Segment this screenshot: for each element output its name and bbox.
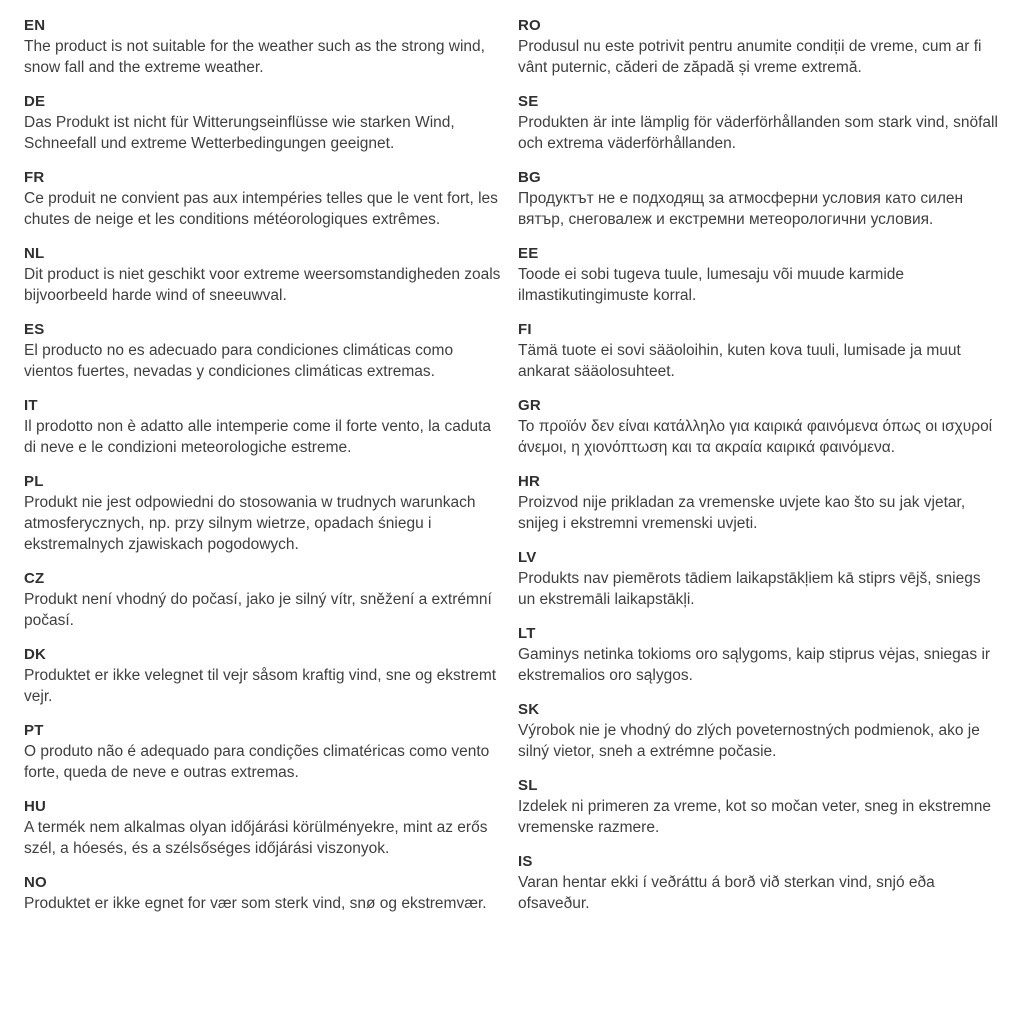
language-text: Il prodotto non è adatto alle intemperie come il forte vento, la caduta di neve e le condizioni meteorologiche estreme. (24, 418, 492, 456)
language-text: Varan hentar ekki í veðráttu á borð við sterkan vind, snjó eða ofsaveður. (518, 874, 935, 912)
language-entry-is (518, 851, 998, 914)
language-text: Dit product is niet geschikt voor extreme weersomstandigheden zoals bijvoorbeeld harde wind of sneeuwval. (24, 266, 501, 304)
language-text: Το προϊόν δεν είναι κατάλληλο για καιρικά φαινόμενα όπως οι ισχυροί άνεμοι, η χιονόπτωση και τα ακραία καιρικά φαινόμενα. (518, 418, 993, 456)
language-entry-se (518, 91, 998, 154)
language-text: Продуктът не е подходящ за атмосферни условия като силен вятър, снеговалеж и екстремни метеорологични условия. (518, 190, 964, 228)
language-code: IT (24, 397, 38, 414)
language-text: Výrobok nie je vhodný do zlých poveternostných podmienok, ako je silný vietor, sneh a extrémne počasie. (518, 722, 980, 760)
language-code: NL (24, 245, 45, 262)
language-code: FI (518, 321, 532, 338)
language-code: PL (24, 473, 44, 490)
language-text: Gaminys netinka tokioms oro sąlygoms, kaip stiprus vėjas, sniegas ir ekstremalios oro sąlygos. (518, 646, 991, 684)
language-code: LV (518, 549, 537, 566)
language-text: A termék nem alkalmas olyan időjárási körülményekre, mint az erős szél, a hóesés, és a szélsőséges időjárási viszonyok. (24, 819, 488, 857)
language-code: DE (24, 93, 46, 110)
language-code: HU (24, 798, 47, 815)
language-code: BG (518, 169, 541, 186)
language-entry-ee (518, 243, 998, 306)
language-text: Toode ei sobi tugeva tuule, lumesaju või muude karmide ilmastikutingimuste korral. (518, 266, 905, 304)
language-entry-fr (24, 167, 504, 230)
language-text: Proizvod nije prikladan za vremenske uvjete kao što su jak vjetar, snijeg i ekstremni vremenski uvjeti. (518, 494, 966, 532)
left-column (24, 15, 504, 927)
language-text: Produkts nav piemērots tādiem laikapstākļiem kā stiprs vējš, sniegs un ekstremāli laikapstākļi. (518, 570, 981, 608)
language-code: LT (518, 625, 536, 642)
right-column (518, 15, 998, 927)
language-code: CZ (24, 570, 45, 587)
language-entry-gr (518, 395, 998, 458)
language-entry-nl (24, 243, 504, 306)
language-entry-dk (24, 644, 504, 707)
language-entry-es (24, 319, 504, 382)
language-text: Tämä tuote ei sovi sääoloihin, kuten kova tuuli, lumisade ja muut ankarat sääolosuhteet. (518, 342, 961, 380)
language-code: GR (518, 397, 541, 414)
language-code: FR (24, 169, 45, 186)
language-entry-lv (518, 547, 998, 610)
language-code: DK (24, 646, 47, 663)
language-entry-pt (24, 720, 504, 783)
language-code: NO (24, 874, 47, 891)
language-code: PT (24, 722, 44, 739)
language-entry-hr (518, 471, 998, 534)
language-entry-hu (24, 796, 504, 859)
language-code: RO (518, 17, 541, 34)
language-entry-pl (24, 471, 504, 555)
language-code: SL (518, 777, 538, 794)
language-entry-bg (518, 167, 998, 230)
language-entry-de (24, 91, 504, 154)
language-code: ES (24, 321, 45, 338)
language-code: EE (518, 245, 539, 262)
language-code: SE (518, 93, 539, 110)
language-text: Izdelek ni primeren za vreme, kot so močan veter, sneg in ekstremne vremenske razmere. (518, 798, 991, 836)
language-entry-sl (518, 775, 998, 838)
language-text: Produkt není vhodný do počasí, jako je silný vítr, sněžení a extrémní počasí. (24, 591, 492, 629)
language-code: HR (518, 473, 541, 490)
language-text: Produktet er ikke egnet for vær som sterk vind, snø og ekstremvær. (24, 895, 487, 912)
language-text: Ce produit ne convient pas aux intempéries telles que le vent fort, les chutes de neige et les conditions météorologiques extrêmes. (24, 190, 498, 228)
language-entry-it (24, 395, 504, 458)
language-text: Produkt nie jest odpowiedni do stosowania w trudnych warunkach atmosferycznych, np. przy silnym wietrze, opadach śniegu i ekstremalnych zjawiskach pogodowych. (24, 494, 476, 553)
language-text: El producto no es adecuado para condiciones climáticas como vientos fuertes, nevadas y condiciones climáticas extremas. (24, 342, 454, 380)
language-entry-sk (518, 699, 998, 762)
language-text: Produsul nu este potrivit pentru anumite condiții de vreme, cum ar fi vânt puternic, căderi de zăpadă și vreme extremă. (518, 38, 982, 76)
language-code: IS (518, 853, 533, 870)
language-entry-cz (24, 568, 504, 631)
language-text: Das Produkt ist nicht für Witterungseinflüsse wie starken Wind, Schneefall und extreme Wetterbedingungen geeignet. (24, 114, 455, 152)
language-text: O produto não é adequado para condições climatéricas como vento forte, queda de neve e outras extremas. (24, 743, 490, 781)
language-text: The product is not suitable for the weather such as the strong wind, snow fall and the extreme weather. (24, 38, 485, 76)
language-text: Produktet er ikke velegnet til vejr såsom kraftig vind, sne og ekstremt vejr. (24, 667, 497, 705)
language-entry-lt (518, 623, 998, 686)
language-code: EN (24, 17, 46, 34)
language-entry-fi (518, 319, 998, 382)
language-entry-en (24, 15, 504, 78)
language-entry-ro (518, 15, 998, 78)
language-entry-no (24, 872, 504, 914)
language-text: Produkten är inte lämplig för väderförhållanden som stark vind, snöfall och extrema väderförhållanden. (518, 114, 998, 152)
language-code: SK (518, 701, 540, 718)
